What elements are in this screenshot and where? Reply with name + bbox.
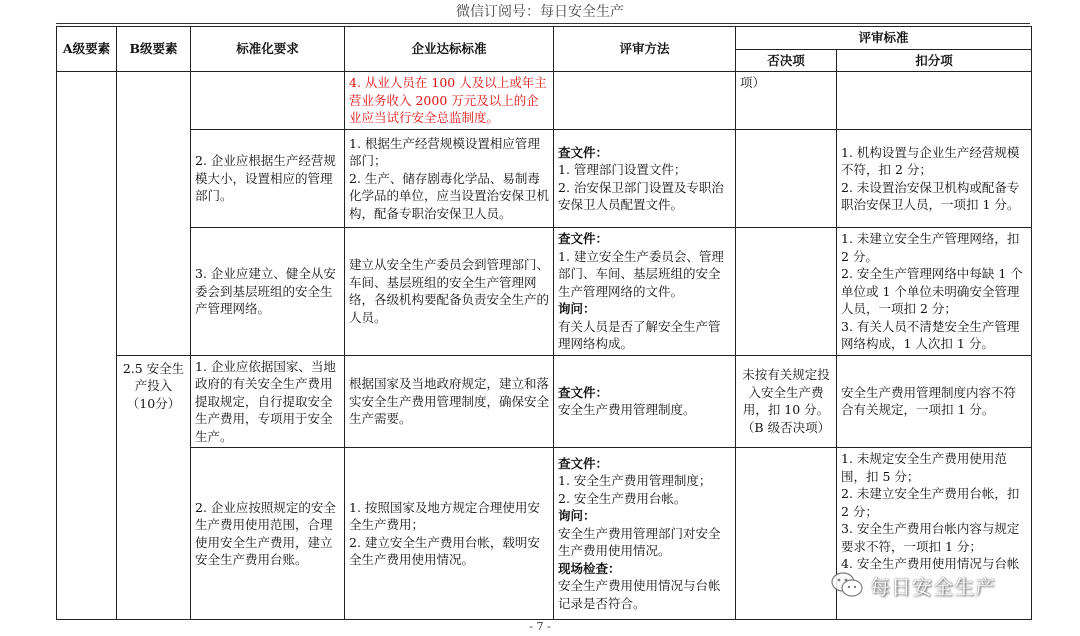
deduction-cell (837, 228, 1032, 356)
method-line: 安全生产费用管理制度。 (558, 402, 696, 418)
veto-cell: 项） (736, 72, 837, 130)
standard-line: 2. 建立安全生产费用台帐，载明安全生产费用使用情况。 (349, 534, 540, 567)
standard-cell-highlight: 4. 从业人员在 100 人及以上或年主营业务收入 2000 万元及以上的企业应当试行安全总监制度。 (345, 72, 554, 130)
header-rule (56, 23, 1030, 24)
table-row (57, 355, 1032, 448)
veto-cell: 未按有关规定投入安全生产费用，扣 10 分。（B 级否决项） (736, 355, 837, 448)
b-level-cell (117, 72, 191, 356)
b-level-cell: 2.5 安全生产投入（10分） (117, 355, 191, 620)
deduction-cell (837, 130, 1032, 228)
method-cell (554, 228, 736, 356)
col-b-level: B级要素 (117, 27, 191, 72)
veto-cell (736, 130, 837, 228)
deduction-line: 3. 有关人员不清楚安全生产管理网络构成，1 人次扣 1 分。 (841, 318, 1020, 351)
method-label: 查文件： (558, 455, 609, 471)
standard-cell: 根据国家及当地政府规定，建立和落实安全生产费用管理制度，确保安全生产需要。 (345, 355, 554, 448)
col-deduction: 扣分项 (837, 49, 1032, 72)
method-label: 查文件： (558, 231, 609, 246)
page-header: 微信订阅号：每日安全生产 (456, 4, 624, 20)
standard-cell (345, 130, 554, 228)
table-row (57, 130, 1032, 228)
method-label: 查文件： (558, 384, 609, 400)
method-label: 现场检查： (558, 560, 621, 576)
method-label: 询问： (558, 301, 596, 316)
deduction-line: 2. 未建立安全生产费用台帐，扣 2 分； (841, 486, 1020, 519)
requirement-cell: 2. 企业应按照规定的安全生产费用使用范围，合理使用安全生产费用，建立安全生产费用台账。 (191, 448, 345, 620)
method-line: 安全生产费用管理部门对安全生产费用使用情况。 (558, 525, 721, 559)
col-method: 评审方法 (554, 27, 736, 72)
col-a-level: A级要素 (57, 27, 117, 72)
method-line: 1. 安全生产费用管理制度； (558, 473, 712, 489)
veto-cell (736, 228, 837, 356)
watermark-text: 每日安全生产 (870, 574, 996, 599)
method-cell (554, 72, 736, 130)
method-line: 2. 治安保卫部门设置及专职治安保卫人员配置文件。 (558, 179, 724, 212)
deduction-line: 1. 未建立安全生产管理网络，扣 2 分。 (841, 231, 1020, 264)
requirement-cell: 1. 企业应依据国家、当地政府的有关安全生产费用提取规定，自行提取安全生产费用，专项用于安全生产。 (191, 355, 345, 448)
method-label: 询问： (558, 508, 596, 524)
table-row (57, 72, 1032, 130)
col-veto: 否决项 (736, 49, 837, 72)
method-line: 安全生产费用使用情况与台帐记录是否符合。 (558, 578, 721, 611)
requirement-cell: 2. 企业应根据生产经营规模大小，设置相应的管理部门。 (191, 130, 345, 228)
method-cell (554, 355, 736, 448)
standard-cell: 建立从安全生产委员会到管理部门、车间、基层班组的安全生产管理网络，各级机构要配备负责安全生产的人员。 (345, 228, 554, 356)
deduction-line: 1. 机构设置与企业生产经营规模不符，扣 2 分； (841, 144, 1020, 177)
col-criteria: 评审标准 (736, 27, 1032, 50)
method-line: 有关人员是否了解安全生产管理网络构成。 (558, 318, 721, 351)
deduction-line: 4. 安全生产费用使用情况与台帐 (841, 556, 1020, 571)
method-line: 2. 安全生产费用台帐。 (558, 490, 687, 506)
deduction-cell (837, 72, 1032, 130)
table-row (57, 228, 1032, 356)
col-requirement: 标准化要求 (191, 27, 345, 72)
deduction-line: 2. 未设置治安保卫机构或配备专职治安保卫人员，一项扣 1 分。 (841, 179, 1020, 212)
col-enterprise-standard: 企业达标标准 (345, 27, 554, 72)
watermark (830, 565, 1050, 605)
standard-line: 2. 生产、储存剧毒化学品、易制毒化学品的单位，应当设置治安保卫机构，配备专职治安保卫人员。 (349, 170, 550, 221)
standard-cell (345, 448, 554, 620)
deduction-line: 3. 安全生产费用台帐内容与规定要求不符，一项扣 1 分； (841, 521, 1020, 554)
method-line: 1. 建立安全生产委员会、管理部门、车间、基层班组的安全生产管理网络的文件。 (558, 248, 724, 299)
deduction-cell: 安全生产费用管理制度内容不符合有关规定，一项扣 1 分。 (837, 355, 1032, 448)
page-number: - 7 - (529, 620, 551, 633)
a-level-cell (57, 72, 117, 620)
veto-cell (736, 448, 837, 620)
method-label: 查文件： (558, 144, 609, 160)
requirement-cell (191, 72, 345, 130)
deduction-line: 1. 未规定安全生产费用使用范围，扣 5 分； (841, 451, 1007, 484)
standard-line: 1. 按照国家及地方规定合理使用安全生产费用； (349, 499, 540, 532)
deduction-line: 2. 安全生产管理网络中每缺 1 个单位或 1 个单位未明确安全管理人员，一项扣 2 分； (841, 266, 1023, 316)
wechat-icon (830, 570, 864, 600)
standard-line: 1. 根据生产经营规模设置相应管理部门； (349, 135, 540, 169)
method-line: 1. 管理部门设置文件； (558, 162, 687, 177)
method-cell (554, 448, 736, 620)
assessment-table (56, 26, 1032, 620)
requirement-cell: 3. 企业应建立、健全从安委会到基层班组的安全生产管理网络。 (191, 228, 345, 356)
method-cell (554, 130, 736, 228)
